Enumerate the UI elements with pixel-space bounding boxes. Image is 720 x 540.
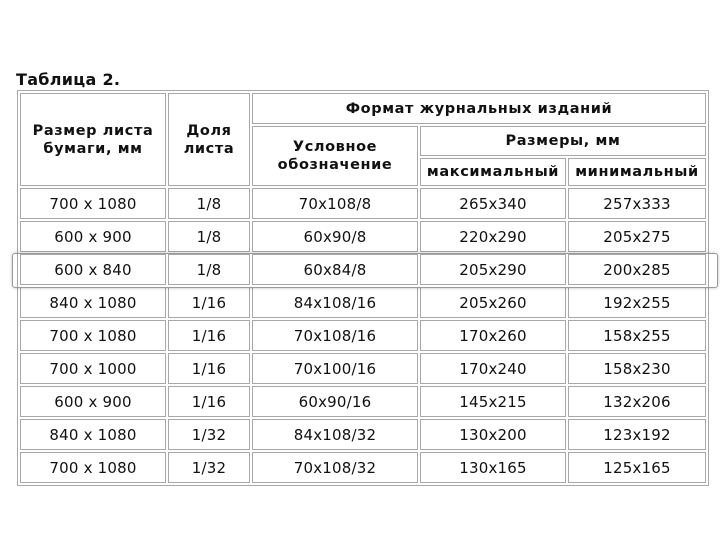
cell-min: 205х275 (568, 221, 706, 252)
cell-paper-size: 700 х 1080 (20, 320, 166, 351)
cell-max: 170х260 (420, 320, 566, 351)
cell-max: 265х340 (420, 188, 566, 219)
cell-designation: 70х108/16 (252, 320, 418, 351)
cell-max: 130х200 (420, 419, 566, 450)
cell-min: 132х206 (568, 386, 706, 417)
header-format: Формат журнальных изданий (252, 93, 706, 124)
cell-designation: 70х108/32 (252, 452, 418, 483)
cell-max: 205х260 (420, 287, 566, 318)
cell-designation: 70х108/8 (252, 188, 418, 219)
table-row (20, 419, 706, 450)
cell-paper-size: 700 х 1000 (20, 353, 166, 384)
table-row (20, 221, 706, 252)
cell-min: 125х165 (568, 452, 706, 483)
cell-designation: 60х90/8 (252, 221, 418, 252)
cell-share: 1/32 (168, 419, 250, 450)
cell-designation: 70х100/16 (252, 353, 418, 384)
cell-paper-size: 840 х 1080 (20, 287, 166, 318)
cell-share: 1/8 (168, 188, 250, 219)
table-row (20, 320, 706, 351)
cell-max: 220х290 (420, 221, 566, 252)
cell-share: 1/32 (168, 452, 250, 483)
cell-paper-size: 700 х 1080 (20, 188, 166, 219)
table-caption: Таблица 2. (16, 70, 121, 89)
cell-min: 257х333 (568, 188, 706, 219)
cell-min: 192х255 (568, 287, 706, 318)
table-row (20, 353, 706, 384)
cell-min: 123х192 (568, 419, 706, 450)
cell-paper-size: 600 х 840 (20, 254, 166, 285)
cell-designation: 84х108/32 (252, 419, 418, 450)
cell-min: 158х230 (568, 353, 706, 384)
cell-paper-size: 700 х 1080 (20, 452, 166, 483)
header-paper-size: Размер листа бумаги, мм (20, 93, 166, 186)
cell-designation: 60х84/8 (252, 254, 418, 285)
header-min: минимальный (568, 158, 706, 186)
table-row (20, 386, 706, 417)
table-row (20, 188, 706, 219)
cell-max: 145х215 (420, 386, 566, 417)
header-max: максимальный (420, 158, 566, 186)
header-dimensions: Размеры, мм (420, 126, 706, 156)
table-row (20, 254, 706, 285)
cell-designation: 60х90/16 (252, 386, 418, 417)
cell-paper-size: 840 х 1080 (20, 419, 166, 450)
table-row (20, 452, 706, 483)
cell-max: 170х240 (420, 353, 566, 384)
cell-designation: 84х108/16 (252, 287, 418, 318)
cell-paper-size: 600 х 900 (20, 386, 166, 417)
cell-share: 1/8 (168, 254, 250, 285)
cell-share: 1/16 (168, 287, 250, 318)
cell-share: 1/16 (168, 386, 250, 417)
header-share: Доля листа (168, 93, 250, 186)
table-row (20, 287, 706, 318)
cell-max: 130х165 (420, 452, 566, 483)
cell-min: 200х285 (568, 254, 706, 285)
cell-paper-size: 600 х 900 (20, 221, 166, 252)
header-designation: Условное обозначение (252, 126, 418, 186)
cell-share: 1/8 (168, 221, 250, 252)
cell-max: 205х290 (420, 254, 566, 285)
cell-share: 1/16 (168, 353, 250, 384)
cell-share: 1/16 (168, 320, 250, 351)
paper-format-table (17, 90, 709, 486)
cell-min: 158х255 (568, 320, 706, 351)
